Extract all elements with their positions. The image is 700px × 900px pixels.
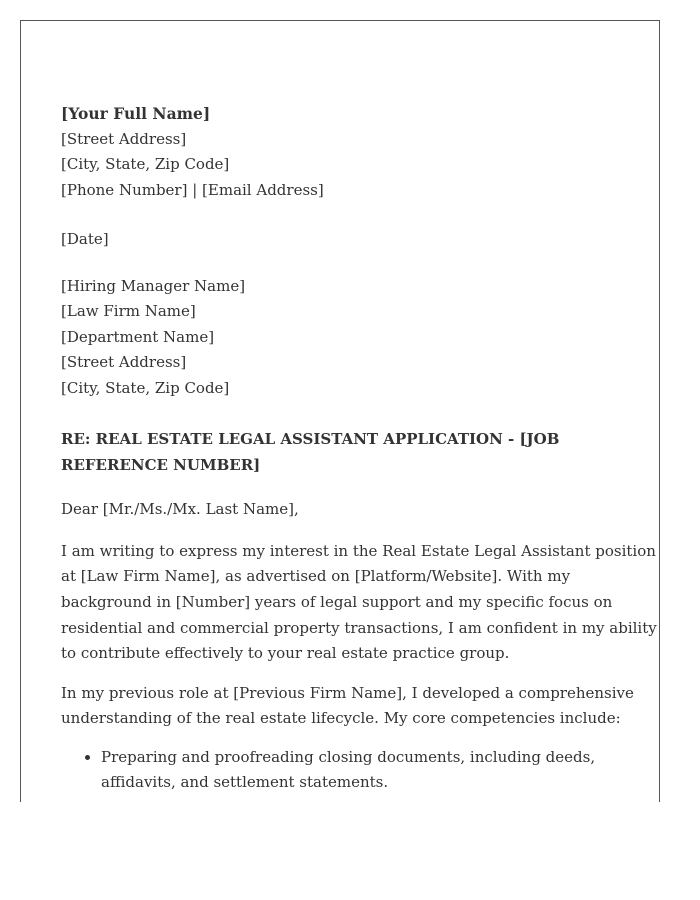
recipient-street: [Street Address]	[61, 353, 187, 371]
list-item-line: affidavits, and settlement statements.	[101, 773, 389, 792]
paragraph-line: background in [Number] years of legal support and my specific focus on	[61, 592, 613, 611]
letter-page	[20, 20, 660, 802]
paragraph-line: In my previous role at [Previous Firm Name], I developed a comprehensive	[61, 684, 634, 703]
paragraph-line: residential and commercial property transactions, I am confident in my ability	[61, 618, 657, 637]
paragraph-line: at [Law Firm Name], as advertised on [Platform/Website]. With my	[61, 567, 571, 586]
recipient-block	[61, 274, 621, 402]
letter-content	[61, 101, 657, 795]
list-item	[101, 745, 621, 795]
salutation	[61, 497, 621, 523]
body-paragraph-1	[61, 539, 657, 668]
competencies-list	[61, 745, 621, 795]
subject-line	[61, 426, 621, 478]
paragraph-line: I am writing to express my interest in the Real Estate Legal Assistant position	[61, 541, 656, 560]
sender-street: [Street Address]	[61, 129, 187, 148]
sender-city-line: [City, State, Zip Code]	[61, 155, 230, 173]
subject-line-2: REFERENCE NUMBER]	[61, 456, 261, 474]
recipient-firm: [Law Firm Name]	[61, 302, 196, 320]
recipient-city-line: [City, State, Zip Code]	[61, 378, 230, 397]
recipient-department: [Department Name]	[61, 327, 215, 346]
date-block	[61, 227, 621, 253]
paragraph-line: to contribute effectively to your real estate practice group.	[61, 644, 510, 663]
sender-block	[61, 101, 621, 203]
subject-line-1: RE: REAL ESTATE LEGAL ASSISTANT APPLICATION - [JOB	[61, 430, 560, 448]
sender-name: [Your Full Name]	[61, 104, 211, 123]
salutation-text: Dear [Mr./Ms./Mx. Last Name],	[61, 500, 299, 518]
list-item-line: • Preparing and proofreading closing documents, including deeds,	[101, 748, 596, 767]
letter-date: [Date]	[61, 230, 109, 248]
sender-contact-line: [Phone Number] | [Email Address]	[61, 180, 324, 199]
recipient-manager: [Hiring Manager Name]	[61, 276, 246, 295]
body-paragraph-2	[61, 681, 634, 730]
paragraph-line: understanding of the real estate lifecycle. My core competencies include:	[61, 708, 621, 727]
